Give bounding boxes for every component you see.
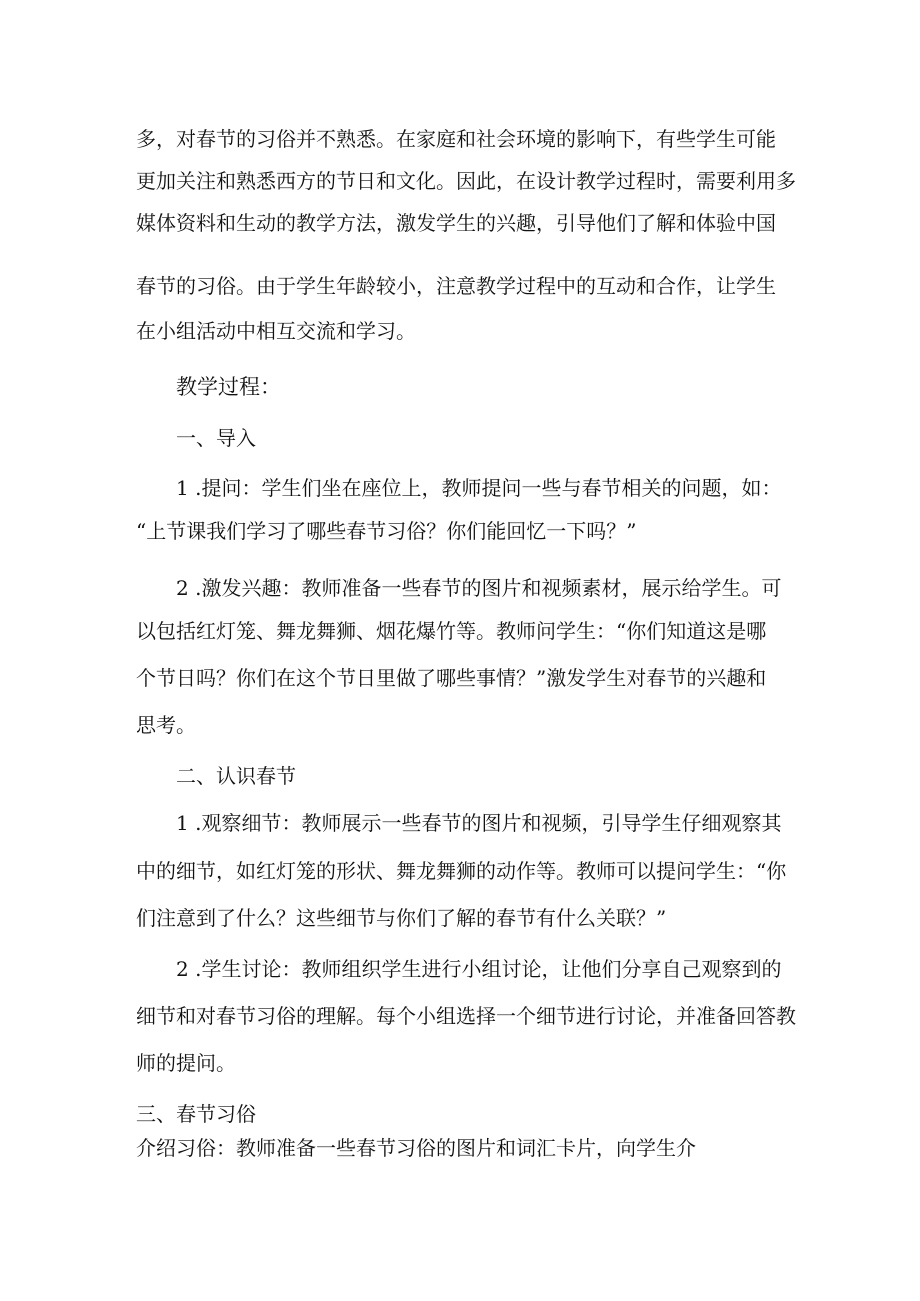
intro-line-4: 春节的习俗。由于学生年龄较小，注意教学过程中的互动和合作，让学生 <box>136 274 776 298</box>
intro-line-1: 多，对春节的习俗并不熟悉。在家庭和社会环境的影响下，有些学生可能 <box>136 127 776 151</box>
section-3-item-1-line-1: 介绍习俗：教师准备一些春节习俗的图片和词汇卡片，向学生介 <box>136 1136 696 1160</box>
section-2-item-2-line-2: 细节和对春节习俗的理解。每个小组选择一个细节进行讨论，并准备回答教 <box>136 1004 796 1028</box>
section-2-item-1-line-3: 们注意到了什么？这些细节与你们了解的春节有什么关联？” <box>136 906 667 930</box>
section-1-item-1-line-1: 1 .提问：学生们坐在座位上，教师提问一些与春节相关的问题，如： <box>176 476 782 500</box>
section-2-item-1-line-2: 中的细节，如红灯笼的形状、舞龙舞狮的动作等。教师可以提问学生：“你 <box>136 859 787 883</box>
section-1-item-2-line-2: 以包括红灯笼、舞龙舞狮、烟花爆竹等。教师问学生：“你们知道这是哪 <box>136 619 767 643</box>
section-2-title: 二、认识春节 <box>176 764 296 788</box>
process-heading: 教学过程： <box>176 375 281 399</box>
intro-line-2: 更加关注和熟悉西方的节日和文化。因此，在设计教学过程时，需要利用多 <box>136 169 796 193</box>
section-1-item-2-line-1: 2 .激发兴趣：教师准备一些春节的图片和视频素材，展示给学生。可 <box>176 576 782 600</box>
section-1-item-1-line-2: “上节课我们学习了哪些春节习俗？你们能回忆一下吗？” <box>136 519 637 543</box>
intro-line-3: 媒体资料和生动的教学方法，激发学生的兴趣，引导他们了解和体验中国 <box>136 211 776 235</box>
section-2-item-1-line-1: 1 .观察细节：教师展示一些春节的图片和视频，引导学生仔细观察其 <box>176 811 782 835</box>
section-2-item-2-line-3: 师的提问。 <box>136 1051 236 1075</box>
section-1-item-2-line-3: 个节日吗？你们在这个节日里做了哪些事情？”激发学生对春节的兴趣和 <box>136 666 767 690</box>
section-1-title: 一、导入 <box>176 426 256 450</box>
section-3-title: 三、春节习俗 <box>136 1102 256 1126</box>
intro-line-5: 在小组活动中相互交流和学习。 <box>136 319 416 343</box>
section-1-item-2-line-4: 思考。 <box>136 713 196 737</box>
section-2-item-2-line-1: 2 .学生讨论：教师组织学生进行小组讨论，让他们分享自己观察到的 <box>176 957 782 981</box>
